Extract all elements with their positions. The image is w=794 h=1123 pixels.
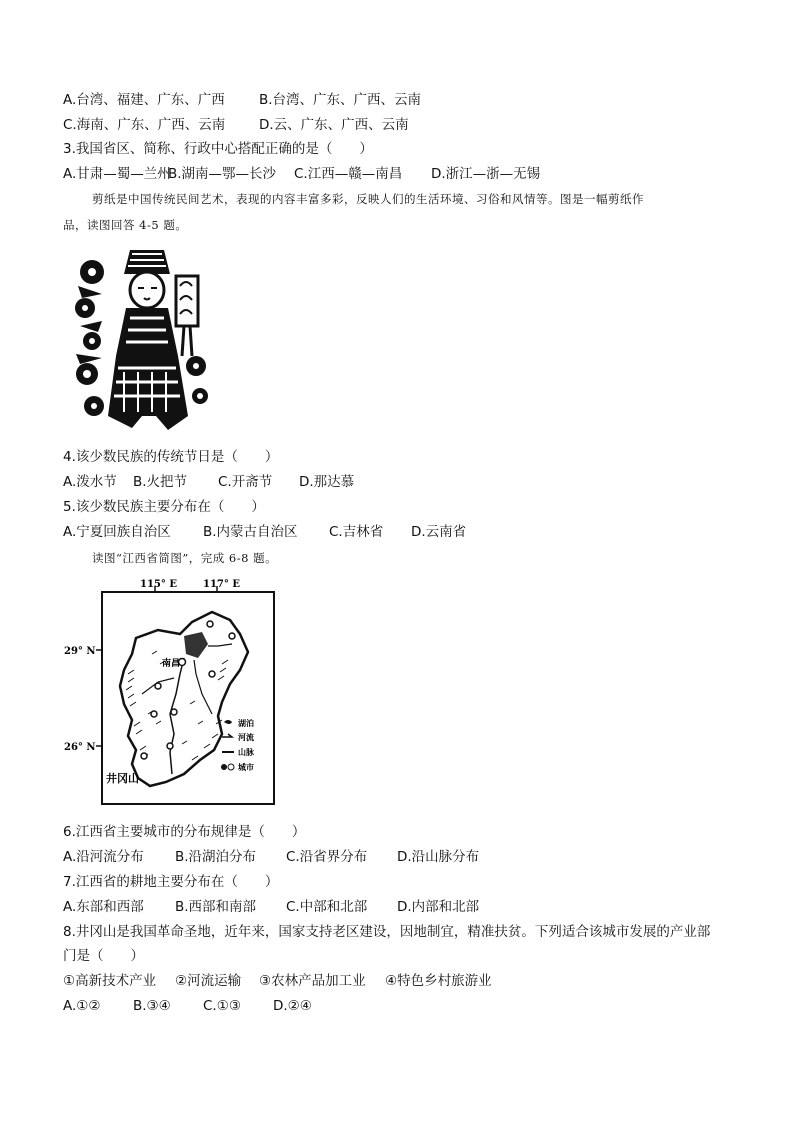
papercut-image [72, 246, 212, 440]
q8-option-d[interactable]: D.②④ [273, 998, 312, 1014]
q8-item-2: ②河流运输 [175, 973, 242, 989]
q5-stem: 5.该少数民族主要分布在（ ） [63, 499, 265, 515]
q4-stem: 4.该少数民族的传统节日是（ ） [63, 449, 279, 465]
q4-option-a[interactable]: A.泼水节 [63, 474, 117, 490]
q6-stem: 6.江西省主要城市的分布规律是（ ） [63, 824, 306, 840]
q4-option-c[interactable]: C.开斋节 [218, 474, 273, 490]
q8-item-1: ①高新技术产业 [63, 973, 157, 989]
q2-option-b[interactable]: B.台湾、广东、广西、云南 [259, 92, 422, 108]
q7-option-a[interactable]: A.东部和西部 [63, 899, 144, 915]
q6-options [63, 848, 479, 866]
legend-lake: 湖泊 [238, 718, 254, 728]
q6-option-d[interactable]: D.沿山脉分布 [397, 849, 480, 865]
jinggangshan-label: 井冈山 [106, 772, 139, 785]
q5-options [63, 523, 466, 541]
q2-options-row-2 [63, 116, 409, 134]
lat-label-26: 26° N [64, 742, 96, 753]
q5-option-a[interactable]: A.宁夏回族自治区 [63, 524, 171, 540]
q6-option-c[interactable]: C.沿省界分布 [286, 849, 368, 865]
q4-option-d[interactable]: D.那达慕 [299, 474, 355, 490]
q3-options [63, 165, 540, 183]
q2-options-row-1 [63, 91, 421, 109]
q3-option-a[interactable]: A.甘肃—蜀—兰州 [63, 166, 171, 182]
papercut-intro-line-2: 品，读图回答 4-5 题。 [63, 218, 188, 232]
q7-option-b[interactable]: B.西部和南部 [175, 899, 257, 915]
q7-option-d[interactable]: D.内部和北部 [397, 899, 480, 915]
q8-item-4: ④特色乡村旅游业 [385, 973, 492, 989]
q8-options [63, 997, 312, 1015]
q8-stem-line-1: 8.井冈山是我国革命圣地，近年来，国家支持老区建设，因地制宜，精准扶贫。下列适合该城市发展的产业部 [63, 924, 711, 940]
q2-option-c[interactable]: C.海南、广东、广西、云南 [63, 117, 226, 133]
q8-option-c[interactable]: C.①③ [203, 998, 241, 1014]
q7-stem: 7.江西省的耕地主要分布在（ ） [63, 874, 279, 890]
q3-stem: 3.我国省区、简称、行政中心搭配正确的是（ ） [63, 141, 373, 157]
q6-option-b[interactable]: B.沿湖泊分布 [175, 849, 257, 865]
q2-option-a[interactable]: A.台湾、福建、广东、广西 [63, 92, 225, 108]
nanchang-label: 南昌 [162, 659, 181, 669]
papercut-figure [108, 250, 198, 430]
legend-mountain: 山脉 [238, 747, 254, 757]
q8-option-a[interactable]: A.①② [63, 998, 101, 1014]
q5-option-b[interactable]: B.内蒙古自治区 [203, 524, 298, 540]
q3-option-c[interactable]: C.江西—赣—南昌 [294, 166, 403, 182]
lon-label-117: 117° E [203, 579, 240, 590]
q6-option-a[interactable]: A.沿河流分布 [63, 849, 144, 865]
papercut-intro-line-1: 剪纸是中国传统民间艺术，表现的内容丰富多彩，反映人们的生活环境、习俗和风情等。图是一幅剪纸作 [92, 192, 644, 206]
q7-options [63, 898, 479, 916]
jiangxi-map [62, 574, 280, 808]
q7-option-c[interactable]: C.中部和北部 [286, 899, 368, 915]
legend-city: 城市 [238, 762, 254, 772]
q4-options [63, 473, 354, 491]
q8-item-3: ③农林产品加工业 [259, 973, 366, 989]
q8-stem-line-2: 门是（ ） [63, 948, 144, 964]
lat-label-29: 29° N [64, 646, 96, 657]
q8-items [63, 972, 492, 990]
q3-option-b[interactable]: B.湖南—鄂—长沙 [168, 166, 277, 182]
q5-option-c[interactable]: C.吉林省 [329, 524, 384, 540]
map-intro: 读图“江西省简图”，完成 6-8 题。 [92, 551, 278, 565]
q3-option-d[interactable]: D.浙江—浙—无锡 [431, 166, 541, 182]
legend-river: 河流 [238, 732, 254, 742]
q5-option-d[interactable]: D.云南省 [411, 524, 467, 540]
q8-option-b[interactable]: B.③④ [133, 998, 171, 1014]
q4-option-b[interactable]: B.火把节 [133, 474, 188, 490]
q2-option-d[interactable]: D.云、广东、广西、云南 [259, 117, 409, 133]
lon-label-115: 115° E [140, 579, 177, 590]
